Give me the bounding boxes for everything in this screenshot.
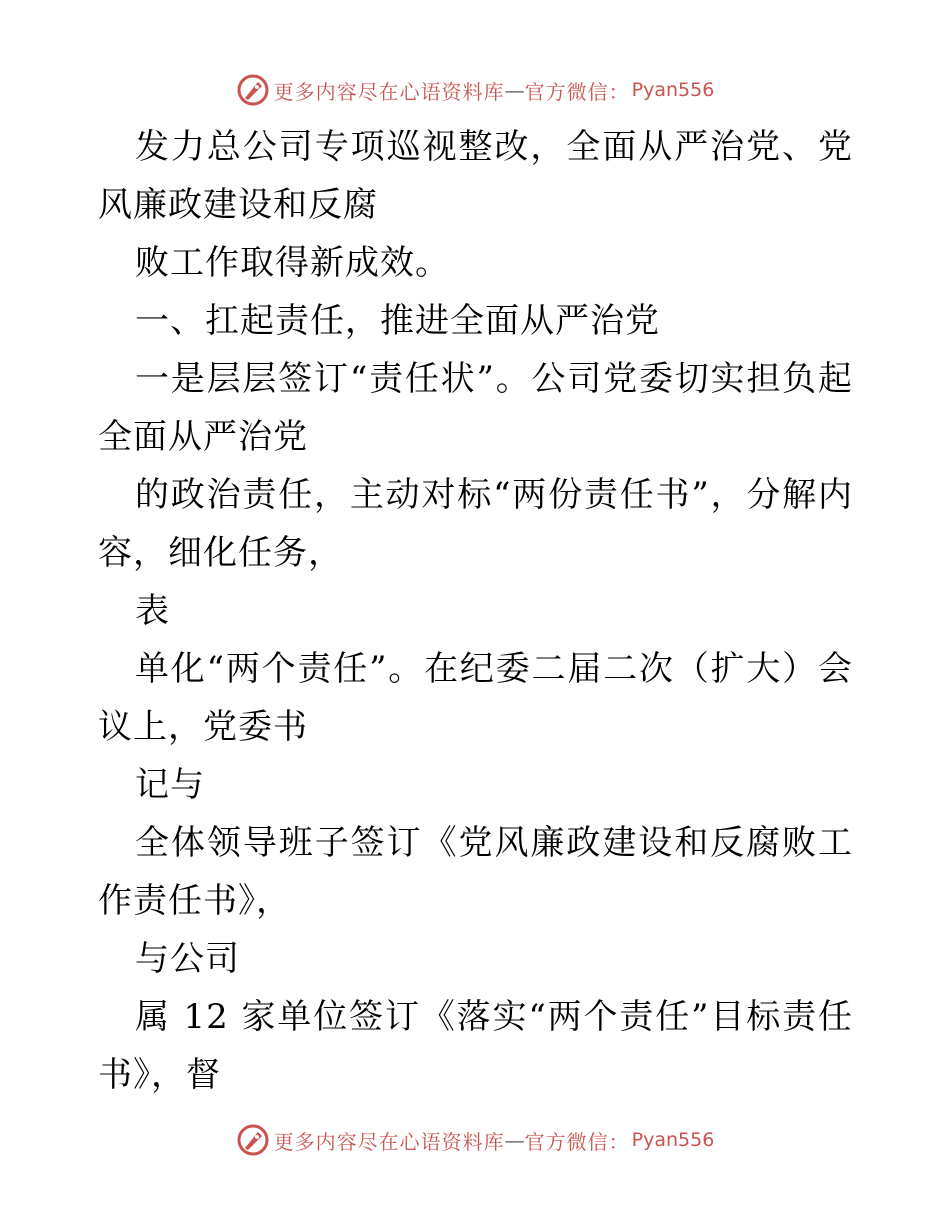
paragraph: 属 12 家单位签订《落实“两个责任”目标责任书》，督 — [98, 997, 853, 1095]
watermark-site-text: 更多内容尽在心语资料库 — [273, 79, 505, 104]
watermark-footer — [0, 1120, 950, 1160]
watermark-site-text: 更多内容尽在心语资料库 — [273, 1129, 505, 1154]
watermark-dash: — — [504, 78, 525, 102]
paragraph: 全体领导班子签订《党风廉政建设和反腐败工作责任书》， — [98, 823, 853, 921]
paragraph: 表 — [135, 591, 170, 631]
watermark-wechat-id: Pyan556 — [631, 79, 715, 101]
watermark-wechat-label: 官方微信： — [524, 79, 630, 104]
paragraph: 一、扛起责任，推进全面从严治党 — [135, 301, 660, 341]
document-body — [98, 118, 853, 1104]
paragraph: 败工作取得新成效。 — [135, 243, 450, 283]
paragraph: 发力总公司专项巡视整改，全面从严治党、党风廉政建设和反腐 — [98, 127, 853, 225]
paragraph: 的政治责任，主动对标“两份责任书”，分解内容，细化任务， — [98, 475, 853, 573]
pen-nib-logo-icon — [236, 1123, 270, 1157]
watermark-dash: — — [504, 1128, 525, 1152]
paragraph: 记与 — [135, 765, 205, 805]
paragraph: 与公司 — [135, 939, 240, 979]
watermark-header — [0, 70, 950, 110]
paragraph: 一是层层签订“责任状”。公司党委切实担负起全面从严治党 — [98, 359, 853, 457]
paragraph: 单化“两个责任”。在纪委二届二次（扩大）会议上，党委书 — [98, 649, 853, 747]
watermark-wechat-id: Pyan556 — [631, 1129, 715, 1151]
pen-nib-logo-icon — [236, 73, 270, 107]
watermark-wechat-label: 官方微信： — [524, 1129, 630, 1154]
